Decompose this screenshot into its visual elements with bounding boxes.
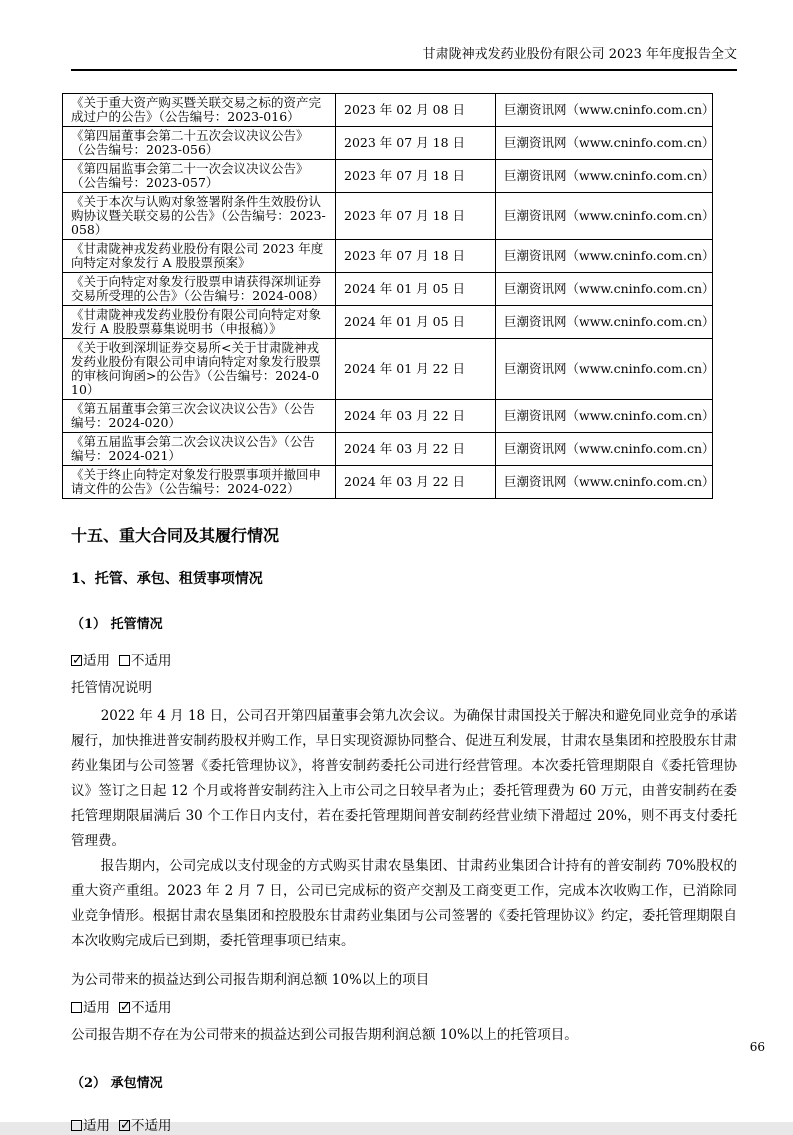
table-row <box>63 339 713 400</box>
announcement-site-cell: 巨潮资讯网（www.cninfo.com.cn） <box>496 400 713 433</box>
announcement-title-cell: 《甘肃陇神戎发药业股份有限公司向特定对象发行 A 股股票募集说明书（申报稿）》 <box>63 306 336 339</box>
announcement-date-cell: 2024 年 01 月 05 日 <box>336 273 496 306</box>
announcement-date-cell: 2024 年 03 月 22 日 <box>336 400 496 433</box>
table-row <box>63 400 713 433</box>
announcement-title-cell: 《第四届监事会第二十一次会议决议公告》（公告编号：2023-057） <box>63 160 336 193</box>
announcement-date-cell: 2023 年 07 月 18 日 <box>336 240 496 273</box>
announcement-site-cell: 巨潮资讯网（www.cninfo.com.cn） <box>496 127 713 160</box>
option-apply <box>71 652 110 670</box>
checkbox-unchecked-icon <box>71 1120 82 1131</box>
checkbox-checked-icon <box>71 655 82 666</box>
checkbox-checked-icon <box>119 1002 130 1013</box>
table-row <box>63 193 713 240</box>
announcement-site-cell: 巨潮资讯网（www.cninfo.com.cn） <box>496 240 713 273</box>
announcement-title-cell: 《关于本次与认购对象签署附条件生效股份认购协议暨关联交易的公告》（公告编号：2023-058） <box>63 193 336 240</box>
announcement-title-cell: 《第五届监事会第二次会议决议公告》（公告编号：2024-021） <box>63 433 336 466</box>
custody-paragraph-1: 2022 年 4 月 18 日，公司召开第四届董事会第九次会议。为确保甘肃国投关于解决和避免同业竞争的承诺履行，加快推进普安制药股权并购工作，早日实现资源协同整合、促进互利发展，甘肃农垦集团和控股股东甘肃药业集团与公司签署《委托管理协议》，将普安制药委托公司进行经营管理。本次委托管理期限自《委托管理协议》签订之日起 12 个月或将普安制药注入上市公司之日较早者为止；委托管理费为 60 万元，由普安制药在委托管理期限届满后 30 个工作日内支付，若在委托管理期间普安制药经营业绩下滑超过 20%，则不再支付委托管理费。 <box>71 708 737 849</box>
section-title-major: 十五、重大合同及其履行情况 <box>71 526 280 545</box>
announcements-table <box>62 93 713 499</box>
announcement-site-cell: 巨潮资讯网（www.cninfo.com.cn） <box>496 339 713 400</box>
applicability-group-custody <box>71 652 737 670</box>
announcement-date-cell: 2023 年 02 月 08 日 <box>336 94 496 127</box>
announcement-date-cell: 2024 年 03 月 22 日 <box>336 466 496 499</box>
announcement-site-cell: 巨潮资讯网（www.cninfo.com.cn） <box>496 193 713 240</box>
announcement-title-cell: 《关于终止向特定对象发行股票事项并撤回申请文件的公告》（公告编号：2024-022） <box>63 466 336 499</box>
checkbox-checked-icon <box>119 1120 130 1131</box>
announcement-site-cell: 巨潮资讯网（www.cninfo.com.cn） <box>496 160 713 193</box>
page-header <box>71 0 737 71</box>
announcement-title-cell: 《甘肃陇神戎发药业股份有限公司 2023 年度向特定对象发行 A 股股票预案》 <box>63 240 336 273</box>
option-not-apply <box>119 999 172 1017</box>
applicability-group-profit <box>71 999 737 1017</box>
announcement-date-cell: 2023 年 07 月 18 日 <box>336 127 496 160</box>
applicability-group-contract <box>71 1117 737 1135</box>
table-row <box>63 306 713 339</box>
table-row <box>63 94 713 127</box>
announcement-date-cell: 2024 年 03 月 22 日 <box>336 433 496 466</box>
table-row <box>63 160 713 193</box>
table-row <box>63 466 713 499</box>
option-apply <box>71 999 110 1017</box>
announcement-site-cell: 巨潮资讯网（www.cninfo.com.cn） <box>496 273 713 306</box>
announcement-date-cell: 2023 年 07 月 18 日 <box>336 193 496 240</box>
option-label: 不适用 <box>131 1118 172 1134</box>
option-apply <box>71 1117 110 1135</box>
page-number: 66 <box>749 1040 765 1054</box>
announcements-body <box>63 94 713 499</box>
option-label: 适用 <box>83 1118 110 1134</box>
announcement-date-cell: 2024 年 01 月 05 日 <box>336 306 496 339</box>
section-title-sub: 1、托管、承包、租赁事项情况 <box>71 571 263 587</box>
announcement-site-cell: 巨潮资讯网（www.cninfo.com.cn） <box>496 466 713 499</box>
profit-note: 为公司带来的损益达到公司报告期利润总额 10%以上的项目 <box>71 972 430 988</box>
table-row <box>63 240 713 273</box>
option-not-apply <box>119 652 172 670</box>
checkbox-unchecked-icon <box>71 1002 82 1013</box>
header-title: 甘肃陇神戎发药业股份有限公司 2023 年年度报告全文 <box>422 47 737 62</box>
custody-caption: 托管情况说明 <box>71 680 152 696</box>
announcement-title-cell: 《第五届董事会第三次会议决议公告》（公告编号：2024-020） <box>63 400 336 433</box>
option-not-apply <box>119 1117 172 1135</box>
option-label: 不适用 <box>131 1000 172 1016</box>
checkbox-unchecked-icon <box>119 655 130 666</box>
table-row <box>63 273 713 306</box>
announcement-title-cell: 《关于收到深圳证券交易所<关于甘肃陇神戎发药业股份有限公司申请向特定对象发行股票的审核问询函>的公告》（公告编号：2024-010） <box>63 339 336 400</box>
announcement-title-cell: 《关于向特定对象发行股票申请获得深圳证券交易所受理的公告》（公告编号：2024-008） <box>63 273 336 306</box>
announcement-site-cell: 巨潮资讯网（www.cninfo.com.cn） <box>496 433 713 466</box>
table-row <box>63 127 713 160</box>
custody-paragraph-2: 报告期内，公司完成以支付现金的方式购买甘肃农垦集团、甘肃药业集团合计持有的普安制药 70%股权的重大资产重组。2023 年 2 月 7 日，公司已完成标的资产交割及工商变更工作，完成本次收购工作，已消除同业竞争情形。根据甘肃农垦集团和控股股东甘肃药业集团与公司签署的《委托管理协议》约定，委托管理期限自本次收购完成后已到期，委托管理事项已结束。 <box>71 858 737 949</box>
announcement-site-cell: 巨潮资讯网（www.cninfo.com.cn） <box>496 94 713 127</box>
announcement-title-cell: 《第四届董事会第二十五次会议决议公告》（公告编号：2023-056） <box>63 127 336 160</box>
option-label: 不适用 <box>131 653 172 669</box>
announcement-title-cell: 《关于重大资产购买暨关联交易之标的资产完成过户的公告》（公告编号：2023-016） <box>63 94 336 127</box>
no-custody-note: 公司报告期不存在为公司带来的损益达到公司报告期利润总额 10%以上的托管项目。 <box>71 1027 578 1043</box>
section-title-custody: （1） 托管情况 <box>71 617 163 632</box>
page-content <box>0 93 793 1135</box>
announcement-site-cell: 巨潮资讯网（www.cninfo.com.cn） <box>496 306 713 339</box>
section-title-contract: （2） 承包情况 <box>71 1076 163 1091</box>
announcement-date-cell: 2024 年 01 月 22 日 <box>336 339 496 400</box>
announcement-date-cell: 2023 年 07 月 18 日 <box>336 160 496 193</box>
option-label: 适用 <box>83 1000 110 1016</box>
option-label: 适用 <box>83 653 110 669</box>
table-row <box>63 433 713 466</box>
